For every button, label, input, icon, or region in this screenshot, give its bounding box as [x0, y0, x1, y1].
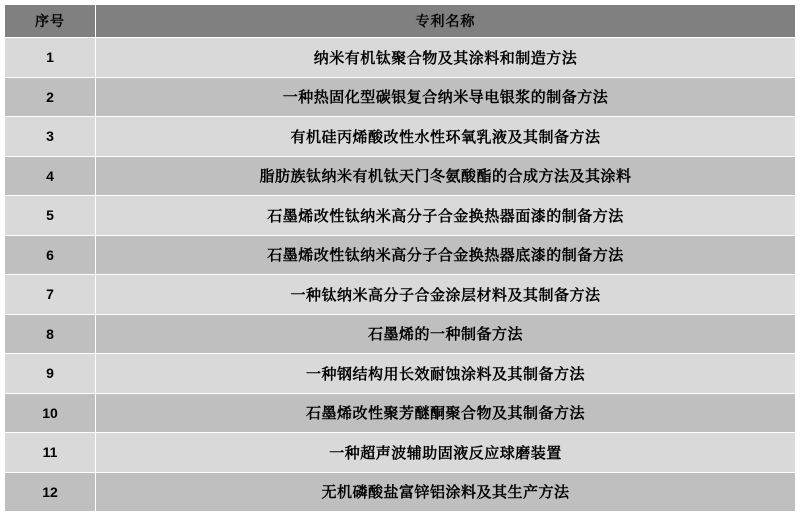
cell-index: 4	[5, 156, 96, 196]
cell-patent-name: 有机硅丙烯酸改性水性环氧乳液及其制备方法	[96, 117, 796, 157]
column-header-name: 专利名称	[96, 5, 796, 38]
table-body	[5, 38, 796, 512]
cell-patent-name: 脂肪族钛纳米有机钛天门冬氨酸酯的合成方法及其涂料	[96, 156, 796, 196]
table-row	[5, 314, 796, 354]
cell-index: 2	[5, 77, 96, 117]
table-row	[5, 235, 796, 275]
table-header	[5, 5, 796, 38]
cell-index: 8	[5, 314, 96, 354]
cell-index: 9	[5, 354, 96, 394]
table-row	[5, 38, 796, 78]
cell-patent-name: 一种超声波辅助固液反应球磨装置	[96, 433, 796, 473]
table-row	[5, 472, 796, 512]
table-row	[5, 354, 796, 394]
cell-patent-name: 石墨烯改性聚芳醚酮聚合物及其制备方法	[96, 393, 796, 433]
cell-index: 11	[5, 433, 96, 473]
table-row	[5, 77, 796, 117]
cell-index: 5	[5, 196, 96, 236]
cell-patent-name: 石墨烯改性钛纳米高分子合金换热器底漆的制备方法	[96, 235, 796, 275]
cell-index: 6	[5, 235, 96, 275]
cell-patent-name: 石墨烯的一种制备方法	[96, 314, 796, 354]
cell-patent-name: 纳米有机钛聚合物及其涂料和制造方法	[96, 38, 796, 78]
cell-index: 12	[5, 472, 96, 512]
table-row	[5, 117, 796, 157]
table-row	[5, 156, 796, 196]
table-row	[5, 393, 796, 433]
table-row	[5, 196, 796, 236]
cell-patent-name: 一种钢结构用长效耐蚀涂料及其制备方法	[96, 354, 796, 394]
patent-table	[4, 4, 796, 512]
column-header-index: 序号	[5, 5, 96, 38]
cell-patent-name: 一种钛纳米高分子合金涂层材料及其制备方法	[96, 275, 796, 315]
cell-patent-name: 一种热固化型碳银复合纳米导电银浆的制备方法	[96, 77, 796, 117]
cell-patent-name: 石墨烯改性钛纳米高分子合金换热器面漆的制备方法	[96, 196, 796, 236]
cell-index: 10	[5, 393, 96, 433]
cell-patent-name: 无机磷酸盐富锌铝涂料及其生产方法	[96, 472, 796, 512]
table-header-row	[5, 5, 796, 38]
cell-index: 3	[5, 117, 96, 157]
table-row	[5, 275, 796, 315]
cell-index: 7	[5, 275, 96, 315]
table-row	[5, 433, 796, 473]
cell-index: 1	[5, 38, 96, 78]
